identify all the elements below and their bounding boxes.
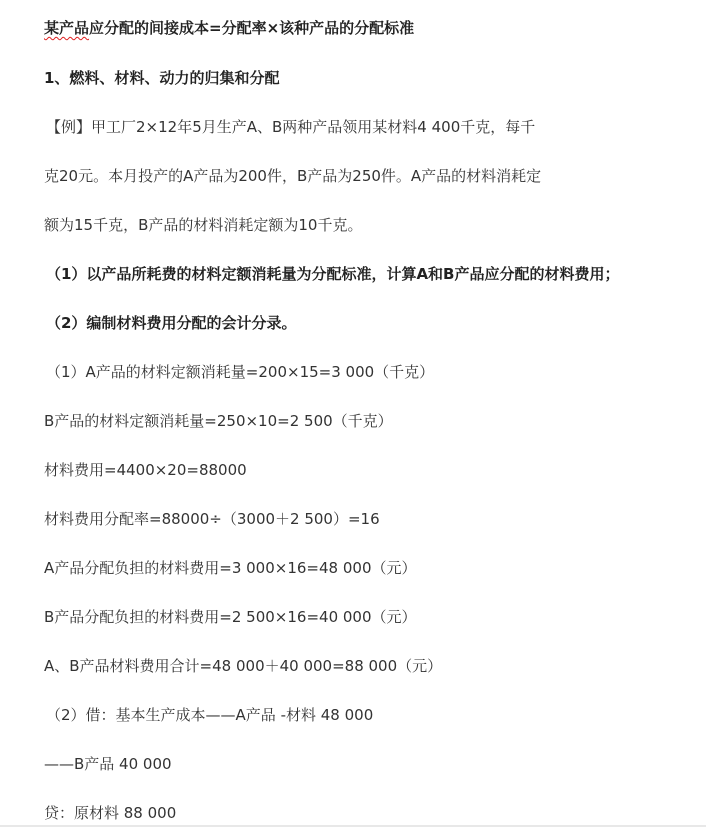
question-2: （2）编制材料费用分配的会计分录。	[46, 314, 297, 332]
answer-line: （1）A产品的材料定额消耗量=200×15=3 000（千克）	[46, 363, 435, 381]
journal-entry-debit: （2）借：基本生产成本——A产品 -材料 48 000	[46, 706, 374, 724]
journal-entry-credit: 贷：原材料 88 000	[44, 804, 177, 822]
section-heading: 1、燃料、材料、动力的归集和分配	[44, 69, 280, 87]
question-1: （1）以产品所耗费的材料定额消耗量为分配标准，计算A和B产品应分配的材料费用；	[46, 265, 620, 283]
title-text: 应分配的间接成本=分配率×该种产品的分配标准	[89, 19, 415, 37]
title-underlined-text: 某产品	[44, 19, 90, 37]
answer-line: 材料费用分配率=88000÷（3000＋2 500）=16	[44, 510, 380, 528]
answer-line: A产品分配负担的材料费用=3 000×16=48 000（元）	[44, 559, 417, 577]
example-paragraph-line-1: 【例】甲工厂2×12年5月生产A、B两种产品领用某材料4 400千克，每千	[46, 118, 536, 136]
answer-line: 材料费用=4400×20=88000	[44, 461, 247, 479]
example-paragraph-line-3: 额为15千克，B产品的材料消耗定额为10千克。	[44, 216, 363, 234]
answer-line: B产品分配负担的材料费用=2 500×16=40 000（元）	[44, 608, 417, 626]
document-title	[44, 15, 414, 41]
answer-line: A、B产品材料费用合计=48 000＋40 000=88 000（元）	[44, 657, 443, 675]
example-paragraph-line-2: 克20元。本月投产的A产品为200件，B产品为250件。A产品的材料消耗定	[44, 167, 542, 185]
answer-line: B产品的材料定额消耗量=250×10=2 500（千克）	[44, 412, 393, 430]
journal-entry-debit-b: ——B产品 40 000	[44, 755, 172, 773]
